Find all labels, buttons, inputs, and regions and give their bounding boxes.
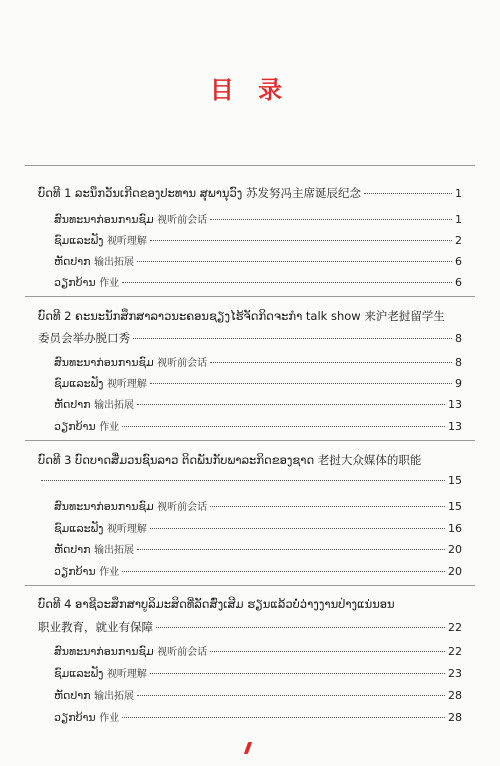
chapter-4-sub-3[interactable] <box>54 687 462 702</box>
sub-page: 16 <box>448 522 462 535</box>
chapter-3-sub-4[interactable] <box>54 563 462 578</box>
sub-page: 28 <box>448 711 462 724</box>
chapter-4-sub-2[interactable] <box>54 665 462 680</box>
leader-dots <box>122 426 445 427</box>
page-title: 目 录 <box>209 76 291 104</box>
sub-zh: 视听理解 <box>106 669 147 680</box>
sub-lao: ວຽກບ້ານ <box>54 276 96 289</box>
leader-dots <box>150 383 452 384</box>
sub-zh: 输出拓展 <box>94 691 135 702</box>
leader-dots <box>133 338 452 339</box>
chapter-1-page: 1 <box>455 187 462 200</box>
leader-dots <box>150 673 445 674</box>
leader-dots <box>137 261 452 262</box>
leader-dots <box>150 240 452 241</box>
chapter-1-sub-1[interactable] <box>54 211 462 226</box>
sub-lao: ຫັດປາກ <box>54 255 91 268</box>
chapter-2-title-cont: 委员会举办脱口秀 <box>38 331 130 345</box>
sub-page: 2 <box>455 234 462 247</box>
sub-zh: 输出拓展 <box>94 400 135 411</box>
sub-page: 13 <box>448 420 462 433</box>
sub-zh: 作业 <box>99 567 120 578</box>
section-divider <box>25 440 475 441</box>
leader-dots <box>122 717 445 718</box>
leader-dots <box>41 480 445 481</box>
leader-dots <box>210 362 452 363</box>
leader-dots <box>122 571 445 572</box>
sub-lao: ສົນທະນາກ່ອນການຊົມ <box>54 213 154 226</box>
sub-zh: 视听前会话 <box>157 502 208 513</box>
sub-zh: 视听理解 <box>106 524 147 535</box>
chapter-2-sub-2[interactable] <box>54 375 462 390</box>
chapter-1-sub-3[interactable] <box>54 253 462 268</box>
sub-page: 1 <box>455 213 462 226</box>
sub-zh: 作业 <box>99 278 120 289</box>
chapter-2-sub-3[interactable] <box>54 396 462 411</box>
sub-lao: ຫັດປາກ <box>54 543 91 556</box>
leader-dots <box>364 193 452 194</box>
sub-zh: 输出拓展 <box>94 545 135 556</box>
leader-dots <box>137 695 445 696</box>
sub-zh: 视听前会话 <box>157 647 208 658</box>
leader-dots <box>137 549 445 550</box>
sub-lao: ວຽກບ້ານ <box>54 420 96 433</box>
sub-page: 9 <box>455 377 462 390</box>
chapter-3-title[interactable]: ບົດທີ 3 ບົດບາດສື່ມວນຊົນລາວ ຕິດພັນກັບພາລະກິດຂອງຊາດ 老挝大众媒体的职能 <box>38 453 422 467</box>
sub-lao: ສົນທະນາກ່ອນການຊົມ <box>54 500 154 513</box>
chapter-1-entry[interactable] <box>38 185 462 201</box>
section-divider <box>25 585 475 586</box>
sub-zh: 视听前会话 <box>157 358 208 369</box>
leader-dots <box>210 219 452 220</box>
sub-page: 28 <box>448 689 462 702</box>
leader-dots <box>156 627 445 628</box>
sub-lao: ສົນທະນາກ່ອນການຊົມ <box>54 356 154 369</box>
sub-page: 22 <box>448 645 462 658</box>
chapter-1-sub-4[interactable] <box>54 274 462 289</box>
sub-zh: 视听理解 <box>106 379 147 390</box>
chapter-2-sub-4[interactable] <box>54 418 462 433</box>
sub-zh: 视听前会话 <box>157 215 208 226</box>
chapter-2-page: 8 <box>455 332 462 345</box>
chapter-2-sub-1[interactable] <box>54 354 462 369</box>
sub-page: 8 <box>455 356 462 369</box>
sub-page: 23 <box>448 667 462 680</box>
sub-lao: ຊົມແລະຟັງ <box>54 667 104 680</box>
chapter-4-title[interactable]: ບົດທີ 4 ອາຊີວະສຶກສາບູລິມະສິດທີ່ລັດສົ່ງເສີມ ຮຽນແລ້ວບໍ່ວ່າງງານປ່າງແນ່ນອນ <box>38 597 395 611</box>
sub-page: 6 <box>455 255 462 268</box>
leader-dots <box>150 528 445 529</box>
chapter-2-title[interactable]: ບົດທີ 2 ຄະນະນັກສຶກສາລາວນະຄອນຊຽງໄຮ້ຈັດກິດຈະກຳ talk show 来沪老挝留学生 <box>38 309 445 323</box>
sub-lao: ວຽກບ້ານ <box>54 711 96 724</box>
leader-dots <box>210 651 445 652</box>
sub-lao: ວຽກບ້ານ <box>54 565 96 578</box>
leader-dots <box>137 404 445 405</box>
chapter-3-sub-1[interactable] <box>54 498 462 513</box>
section-divider <box>25 296 475 297</box>
sub-lao: ຫັດປາກ <box>54 689 91 702</box>
sub-zh: 输出拓展 <box>94 257 135 268</box>
chapter-4-page: 22 <box>448 621 462 634</box>
chapter-1-sub-2[interactable] <box>54 232 462 247</box>
page-number-mark <box>244 742 252 754</box>
sub-zh: 视听理解 <box>106 236 147 247</box>
chapter-4-sub-1[interactable] <box>54 643 462 658</box>
chapter-1-title: ບົດທີ 1 ລະນຶກວັນເກີດຂອງປະທານ ສຸພານຸວົງ 苏发努冯主席诞辰纪念 <box>38 186 361 200</box>
sub-page: 20 <box>448 543 462 556</box>
chapter-3-entry[interactable] <box>38 474 462 487</box>
sub-lao: ຫັດປາກ <box>54 398 91 411</box>
leader-dots <box>210 506 445 507</box>
sub-lao: ສົນທະນາກ່ອນການຊົມ <box>54 645 154 658</box>
sub-lao: ຊົມແລະຟັງ <box>54 522 104 535</box>
sub-lao: ຊົມແລະຟັງ <box>54 377 104 390</box>
chapter-4-title-cont: 职业教育，就业有保障 <box>38 620 153 634</box>
title-divider <box>25 165 475 166</box>
chapter-3-sub-2[interactable] <box>54 520 462 535</box>
sub-page: 6 <box>455 276 462 289</box>
chapter-4-sub-4[interactable] <box>54 709 462 724</box>
sub-page: 15 <box>448 500 462 513</box>
chapter-2-entry[interactable] <box>38 330 462 346</box>
sub-zh: 作业 <box>99 422 120 433</box>
sub-page: 13 <box>448 398 462 411</box>
sub-zh: 作业 <box>99 713 120 724</box>
sub-lao: ຊົມແລະຟັງ <box>54 234 104 247</box>
chapter-3-page: 15 <box>448 474 462 487</box>
sub-page: 20 <box>448 565 462 578</box>
chapter-4-entry[interactable] <box>38 619 462 635</box>
leader-dots <box>122 282 452 283</box>
chapter-3-sub-3[interactable] <box>54 541 462 556</box>
